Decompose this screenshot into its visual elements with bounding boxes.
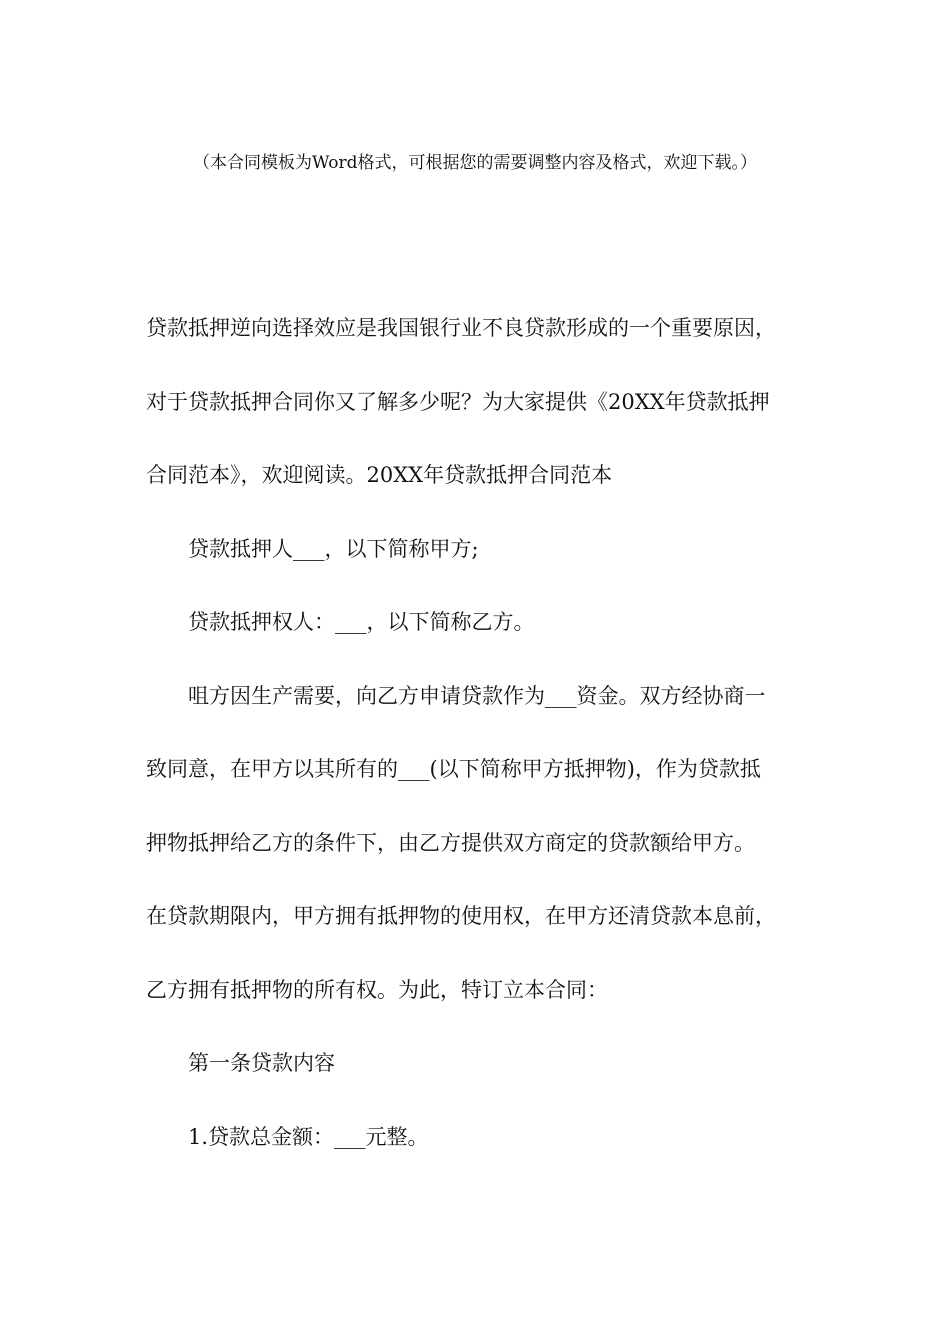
loan-amount-line: 1.贷款总金额：___元整。 xyxy=(188,1124,429,1149)
article-title: 第一条贷款内容 xyxy=(188,1051,335,1075)
purpose-line-3: 押物抵押给乙方的条件下，由乙方提供双方商定的贷款额给甲方。 xyxy=(146,830,755,855)
mortgagee-line: 贷款抵押权人：___，以下简称乙方。 xyxy=(188,610,535,634)
contract-body xyxy=(146,292,826,1174)
template-note: （本合同模板为Word格式，可根据您的需要调整内容及格式，欢迎下载。） xyxy=(192,153,758,173)
purpose-line-2: 致同意，在甲方以其所有的___(以下简称甲方抵押物)，作为贷款抵 xyxy=(146,757,761,781)
paragraph-line-intro-1: 贷款抵押逆向选择效应是我国银行业不良贷款形成的一个重要原因， xyxy=(146,316,776,340)
purpose-line-1: 咀方因生产需要，向乙方申请贷款作为___资金。双方经协商一 xyxy=(188,683,766,708)
purpose-line-5: 乙方拥有抵押物的所有权。为此，特订立本合同： xyxy=(146,977,608,1002)
purpose-line-4: 在贷款期限内，甲方拥有抵押物的使用权，在甲方还清贷款本息前， xyxy=(146,904,776,928)
mortgagor-line: 贷款抵押人___，以下简称甲方; xyxy=(188,536,479,561)
paragraph-line-intro-2: 对于贷款抵押合同你又了解多少呢？为大家提供《20XX年贷款抵押 xyxy=(146,389,770,414)
paragraph-line-intro-3: 合同范本》，欢迎阅读。20XX年贷款抵押合同范本 xyxy=(146,463,613,487)
